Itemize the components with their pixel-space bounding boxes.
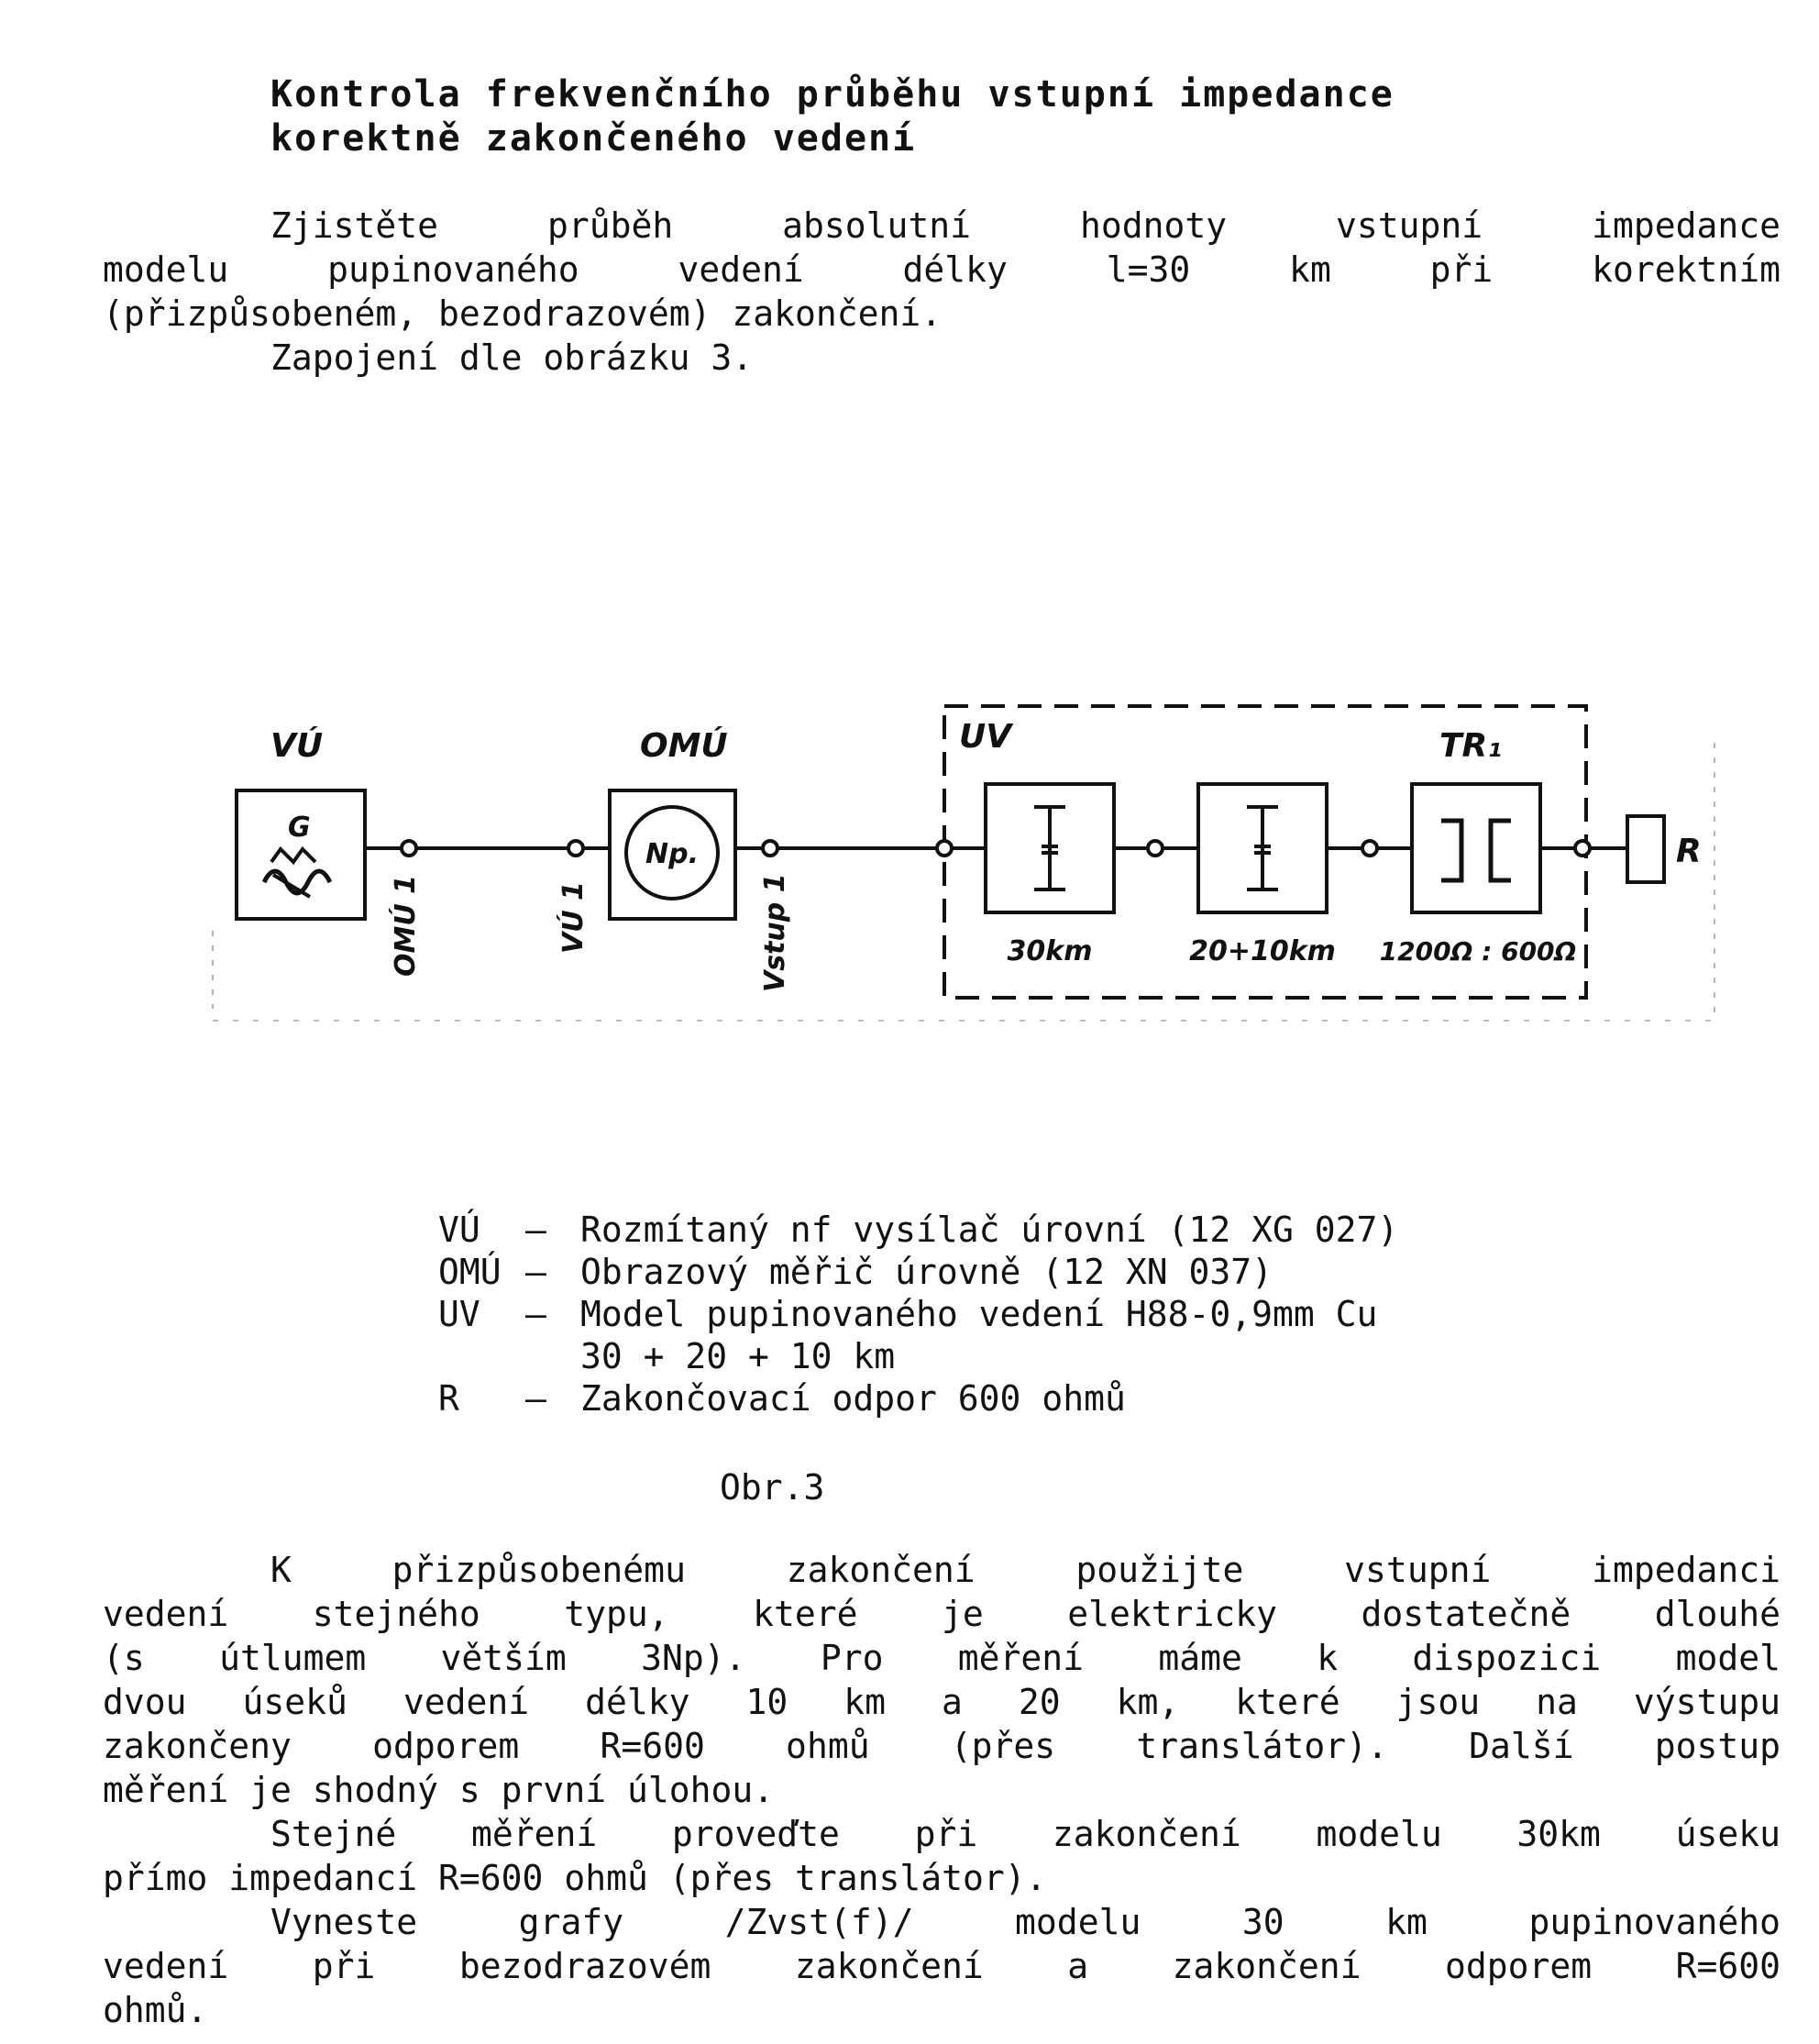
line-segment-icon [1198,784,1327,912]
body-paragraph [103,1548,1780,2032]
line-segment-icon [986,784,1114,912]
label-uv: UV [959,718,1012,756]
meter-symbol: Np. [645,838,699,870]
circuit-diagram [0,679,1819,1045]
generator-icon [237,790,365,919]
label-ratio: 1200Ω : 600Ω [1379,936,1577,967]
body-line: Vyneste grafy /Zvst(f)/ modelu 30 km pupinovaného [270,1902,1780,1942]
port-vu1: VÚ 1 [557,881,590,954]
legend-row: OMÚ – Obrazový měřič úrovně (12 XN 037) [438,1252,1273,1292]
port-vstup1: Vstup 1 [759,873,791,992]
label-r: R [1676,833,1702,870]
label-seg2: 20+10km [1189,935,1336,967]
component-legend [438,1209,1398,1420]
legend-row: UV – Model pupinovaného vedení H88-0,9mm Cu [438,1294,1378,1334]
label-vu: VÚ [270,727,324,765]
label-seg1: 30km [1007,935,1093,967]
body-line: vedení stejného typu, které je elektricky dostatečně dlouhé [103,1594,1780,1634]
body-line: vedení při bezodrazovém zakončení a zakončení odporem R=600 [103,1946,1780,1986]
legend-row: VÚ – Rozmítaný nf vysílač úrovní (12 XG 027) [438,1210,1399,1250]
legend-row: R – Zakončovací odpor 600 ohmů [438,1378,1126,1419]
body-line: (s útlumem větším 3Np). Pro měření máme k dispozici model [103,1638,1780,1678]
transformer-icon [1412,784,1540,912]
body-line: měření je shodný s první úlohou. [103,1770,775,1810]
body-line: dvou úseků vedení délky 10 km a 20 km, které jsou na výstupu [103,1682,1780,1722]
resistor-icon [1627,816,1664,882]
port-omu1: OMÚ 1 [390,874,422,977]
intro-line-4: Zapojení dle obrázku 3. [270,337,754,378]
body-line: ohmů. [103,1990,208,2030]
body-line: K přizpůsobenému zakončení použijte vstupní impedanci [270,1550,1780,1590]
intro-line-2: modelu pupinovaného vedení délky l=30 km při korektním [103,249,1780,290]
title-line-2: korektně zakončeného vedení [270,117,917,160]
generator-symbol: G [288,812,311,844]
body-line: přímo impedancí R=600 ohmů (přes translátor). [103,1858,1047,1898]
intro-line-1: Zjistěte průběh absolutní hodnoty vstupní impedance [270,205,1780,246]
intro-paragraph [103,204,1780,380]
label-omu: OMÚ [640,727,728,765]
label-tr1: TR₁ [1439,727,1503,765]
body-line: zakončeny odporem R=600 ohmů (přes translátor). Další postup [103,1726,1780,1766]
legend-row: 30 + 20 + 10 km [580,1336,896,1376]
title-line-1: Kontrola frekvenčního průběhu vstupní impedance [270,73,1395,116]
intro-line-3: (přizpůsobeném, bezodrazovém) zakončení. [103,293,943,334]
figure-caption: Obr.3 [720,1467,825,1508]
body-line: Stejné měření proveďte při zakončení modelu 30km úseku [270,1814,1780,1854]
